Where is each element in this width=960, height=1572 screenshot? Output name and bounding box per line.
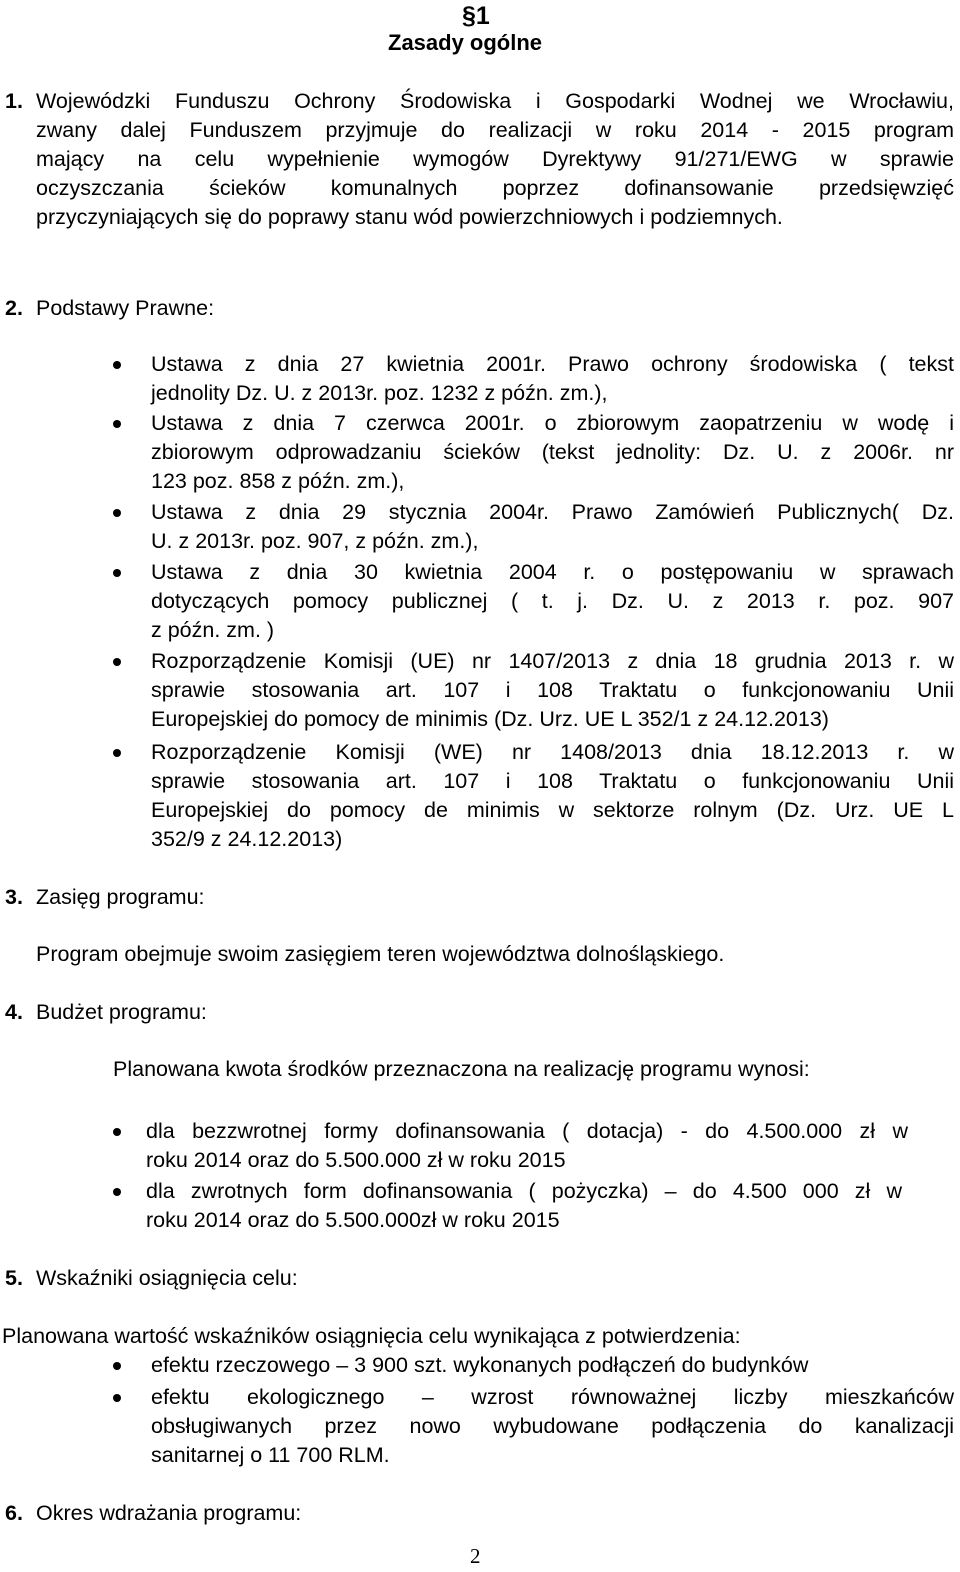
section-6-number: 6.	[5, 1501, 23, 1525]
budget-line: dla bezzwrotnej formy dofinansowania ( dotacja) - do 4.500.000 zł w	[146, 1119, 908, 1143]
section-heading	[462, 2, 490, 31]
section-4-intro: Planowana kwota środków przeznaczona na realizację programu wynosi:	[113, 1057, 810, 1081]
page-title: Zasady ogólne	[388, 30, 543, 55]
bullet-icon	[113, 1128, 121, 1136]
section-3-text: Program obejmuje swoim zasięgiem teren województwa dolnośląskiego.	[36, 942, 725, 966]
legal-basis-line: sprawie stosowania art. 107 i 108 Traktatu o funkcjonowaniu Unii	[151, 769, 954, 793]
section-1-number: 1.	[5, 89, 23, 113]
bullet-icon	[113, 361, 121, 369]
budget-line: dla zwrotnych form dofinansowania ( pożyczka) – do 4.500 000 zł w	[146, 1179, 902, 1203]
legal-basis-line: jednolity Dz. U. z 2013r. poz. 1232 z późn. zm.),	[151, 381, 608, 405]
section-sign: §	[462, 2, 476, 30]
section-3-label: Zasięg programu:	[36, 885, 205, 909]
legal-basis-line: dotyczących pomocy publicznej ( t. j. Dz. U. z 2013 r. poz. 907	[151, 589, 954, 613]
section-4-label: Budżet programu:	[36, 1000, 207, 1024]
bullet-icon	[113, 1188, 121, 1196]
legal-basis-line: z późn. zm. )	[151, 618, 275, 642]
bullet-icon	[113, 749, 121, 757]
budget-line: roku 2014 oraz do 5.500.000 zł w roku 2015	[146, 1148, 566, 1172]
legal-basis-line: 123 poz. 858 z późn. zm.),	[151, 469, 405, 493]
budget-line: roku 2014 oraz do 5.500.000zł w roku 2015	[146, 1208, 560, 1232]
legal-basis-line: Ustawa z dnia 27 kwietnia 2001r. Prawo ochrony środowiska ( tekst	[151, 352, 954, 376]
section-6-label: Okres wdrażania programu:	[36, 1501, 302, 1525]
bullet-icon	[113, 1394, 121, 1402]
legal-basis-line: Ustawa z dnia 29 stycznia 2004r. Prawo Zamówień Publicznych( Dz.	[151, 500, 954, 524]
section-1-line: oczyszczania ścieków komunalnych poprzez dofinansowanie przedsięwzięć	[36, 176, 954, 200]
section-5-number: 5.	[5, 1266, 23, 1290]
section-number: 1	[475, 2, 490, 30]
section-2-number: 2.	[5, 296, 23, 320]
indicator-line: efektu rzeczowego – 3 900 szt. wykonanych podłączeń do budynków	[151, 1353, 809, 1377]
legal-basis-line: Rozporządzenie Komisji (WE) nr 1408/2013 dnia 18.12.2013 r. w	[151, 740, 954, 764]
section-4-number: 4.	[5, 1000, 23, 1024]
section-1-line: mający na celu wypełnienie wymogów Dyrektywy 91/271/EWG w sprawie	[36, 147, 954, 171]
section-5-intro: Planowana wartość wskaźników osiągnięcia celu wynikająca z potwierdzenia:	[2, 1324, 741, 1348]
section-5-label: Wskaźniki osiągnięcia celu:	[36, 1266, 298, 1290]
legal-basis-line: U. z 2013r. poz. 907, z późn. zm.),	[151, 529, 479, 553]
legal-basis-line: Europejskiej do pomocy de minimis w sektorze rolnym (Dz. Urz. UE L	[151, 798, 954, 822]
legal-basis-line: Europejskiej do pomocy de minimis (Dz. Urz. UE L 352/1 z 24.12.2013)	[151, 707, 829, 731]
section-1-line: Wojewódzki Funduszu Ochrony Środowiska i Gospodarki Wodnej we Wrocławiu,	[36, 89, 954, 113]
bullet-icon	[113, 420, 121, 428]
legal-basis-line: zbiorowym odprowadzaniu ścieków (tekst jednolity: Dz. U. z 2006r. nr	[151, 440, 954, 464]
legal-basis-line: Rozporządzenie Komisji (UE) nr 1407/2013 z dnia 18 grudnia 2013 r. w	[151, 649, 954, 673]
legal-basis-line: Ustawa z dnia 30 kwietnia 2004 r. o postępowaniu w sprawach	[151, 560, 954, 584]
indicator-line: sanitarnej o 11 700 RLM.	[151, 1443, 390, 1467]
page-number: 2	[470, 1544, 481, 1568]
section-1-line: zwany dalej Funduszem przyjmuje do realizacji w roku 2014 - 2015 program	[36, 118, 954, 142]
indicator-line: obsługiwanych przez nowo wybudowane podłączenia do kanalizacji	[151, 1414, 954, 1438]
legal-basis-line: Ustawa z dnia 7 czerwca 2001r. o zbiorowym zaopatrzeniu w wodę i	[151, 411, 954, 435]
section-1-line: przyczyniających się do poprawy stanu wód powierzchniowych i podziemnych.	[36, 205, 783, 229]
section-3-number: 3.	[5, 885, 23, 909]
bullet-icon	[113, 658, 121, 666]
bullet-icon	[113, 1362, 121, 1370]
bullet-icon	[113, 509, 121, 517]
indicator-line: efektu ekologicznego – wzrost równoważnej liczby mieszkańców	[151, 1385, 954, 1409]
legal-basis-line: sprawie stosowania art. 107 i 108 Traktatu o funkcjonowaniu Unii	[151, 678, 954, 702]
legal-basis-line: 352/9 z 24.12.2013)	[151, 827, 343, 851]
bullet-icon	[113, 569, 121, 577]
section-2-label: Podstawy Prawne:	[36, 296, 215, 320]
